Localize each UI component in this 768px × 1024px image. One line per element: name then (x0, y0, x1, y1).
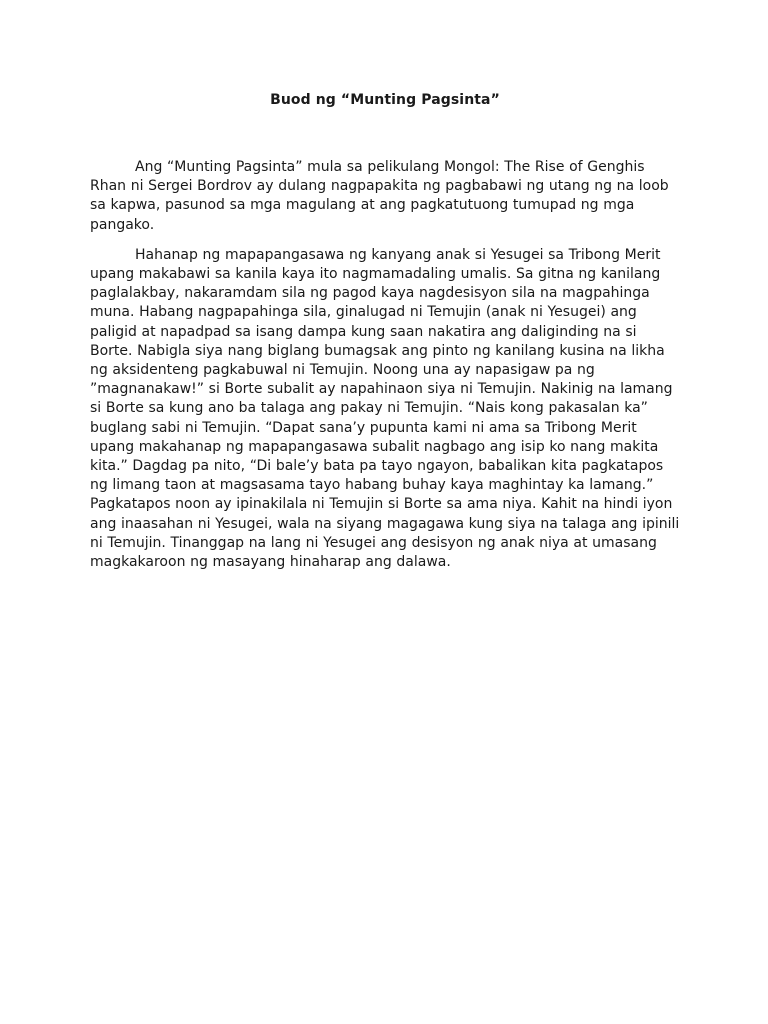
paragraph-story: Hahanap ng mapapangasawa ng kanyang anak si Yesugei sa Tribong Merit upang makabawi sa kanila kaya ito nagmamadaling umalis. Sa gitna ng kanilang paglalakbay, nakaramdam sila ng pagod kaya nagdesisyon sila na magpahinga muna. Habang nagpapahinga sila, ginalugad ni Temujin (anak ni Yesugei) ang paligid at napadpad sa isang dampa kung saan nakatira ang daliginding na si Borte. Nabigla siya nang biglang bumagsak ang pinto ng kanilang kusina na likha ng aksidenteng pagkabuwal ni Temujin. Noong una ay napasigaw pa ng ”magnanakaw!” si Borte subalit ay napahinaon siya ni Temujin. Nakinig na lamang si Borte sa kung ano ba talaga ang pakay ni Temujin. “Nais kong pakasalan ka” buglang sabi ni Temujin. “Dapat sana’y pupunta kami ni ama sa Tribong Merit upang makahanap ng mapapangasawa subalit nagbago ang isip ko nang makita kita.” Dagdag pa nito, “Di bale’y bata pa tayo ngayon, babalikan kita pagkatapos ng limang taon at magsasama tayo habang buhay kaya maghintay ka lamang.” Pagkatapos noon ay ipinakilala ni Temujin si Borte sa ama niya. Kahit na hindi iyon ang inaasahan ni Yesugei, wala na siyang magagawa kung siya na talaga ang ipinili ni Temujin. Tinanggap na lang ni Yesugei ang desisyon ng anak niya at umasang magkakaroon ng masayang hinaharap ang dalawa. (90, 246, 680, 571)
paragraph-intro: Ang “Munting Pagsinta” mula sa pelikulang Mongol: The Rise of Genghis Rhan ni Sergei Bordrov ay dulang nagpapakita ng pagbabawi ng utang ng na loob sa kapwa, pasunod sa mga magulang at ang pagkatutuong tumupad ng mga pangako. (90, 159, 669, 233)
document-title: Buod ng “Munting Pagsinta” (270, 92, 500, 108)
document-page (90, 92, 680, 583)
